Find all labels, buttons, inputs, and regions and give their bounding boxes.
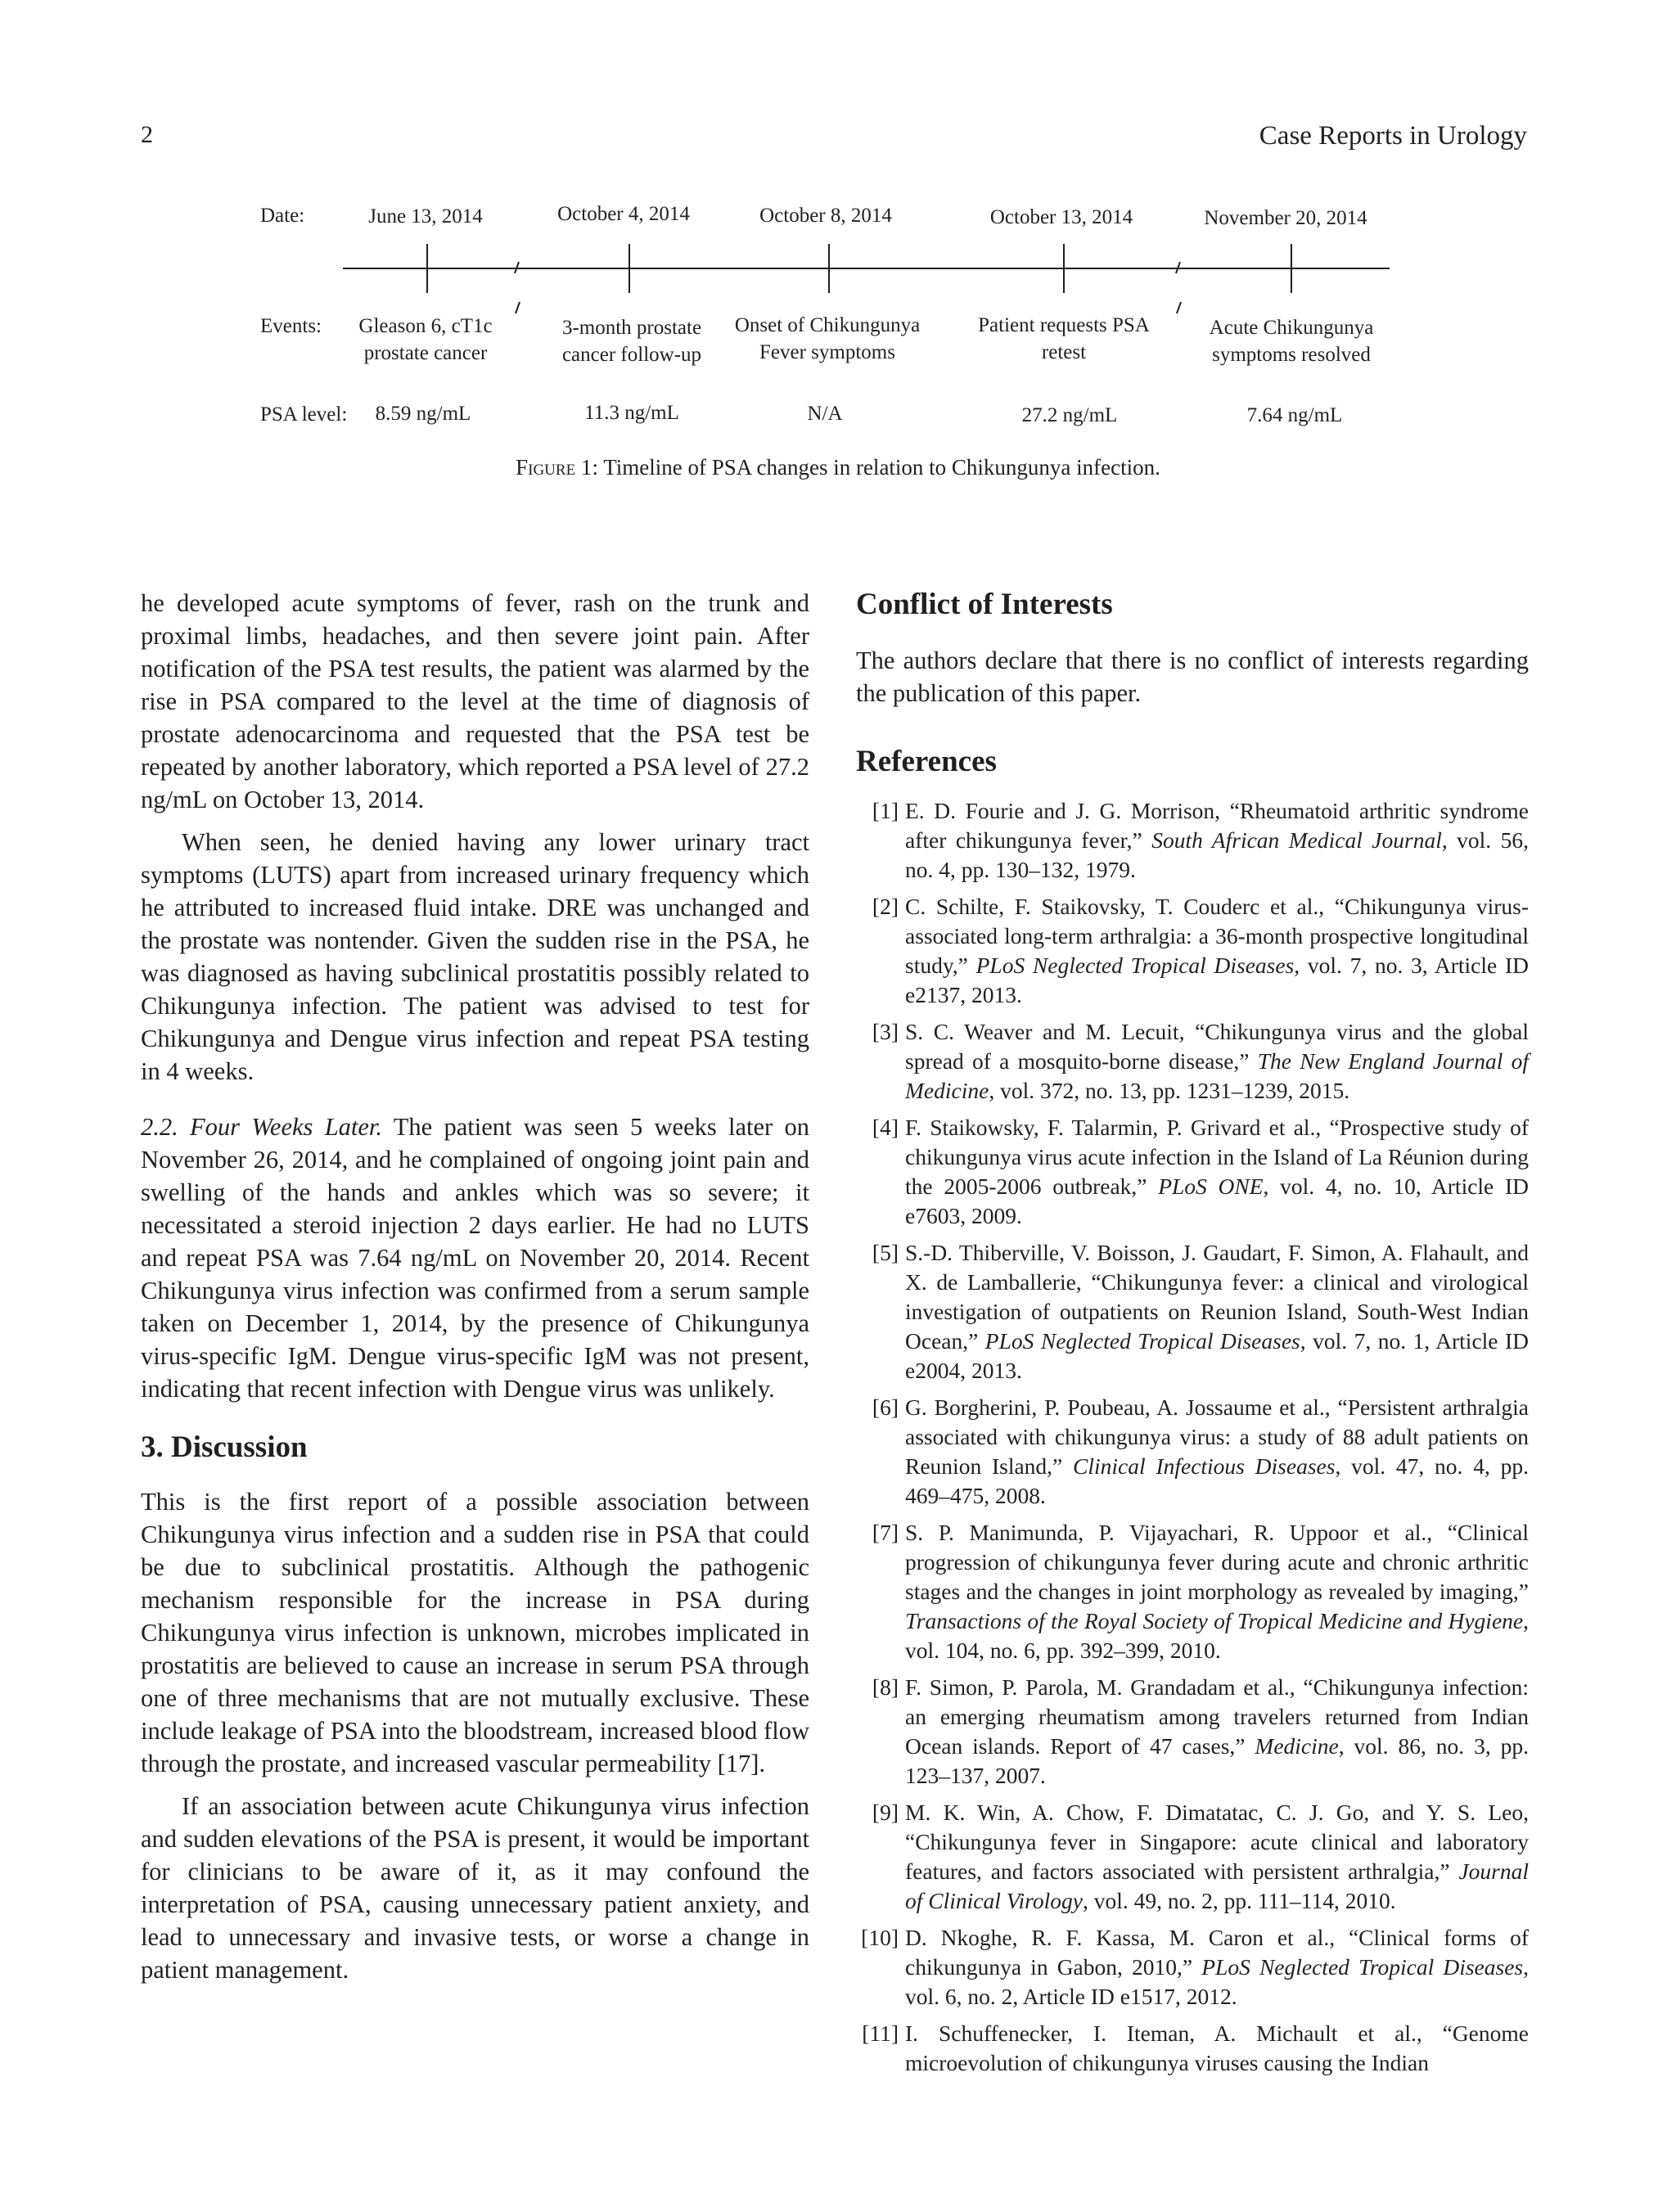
event-line: Onset of Chikungunya xyxy=(734,314,921,336)
timeline-date: October 8, 2014 xyxy=(759,205,892,227)
reference-details: , vol. 372, no. 13, pp. 1231–1239, 2015. xyxy=(989,1078,1350,1103)
event-line: cancer follow-up xyxy=(561,344,702,366)
reference-number: [1] xyxy=(872,798,899,823)
left-column xyxy=(141,587,809,1986)
reference-item xyxy=(856,1238,1529,1385)
reference-journal: Journal of Clinical Virology xyxy=(905,1858,1529,1913)
body-paragraph: This is the first report of a possible association between Chikungunya virus infection and a sudden rise in PSA that could be due to subclinical prostatitis. Although the pathogenic mechanism responsible for the increase in PSA during Chikungunya virus infection is unknown, microbes implicated in prostatitis are believed to cause an increase in serum PSA through one of three mechanisms that are not mutually exclusive. These include leakage of PSA into the bloodstream, increased blood flow through the prostate, and increased vascular permeability [17]. xyxy=(141,1488,809,1777)
reference-journal: The New England Journal of Medicine xyxy=(905,1048,1529,1103)
section-heading: 3. Discussion xyxy=(141,1430,308,1464)
reference-item xyxy=(856,2019,1529,2078)
reference-text: F. Simon, P. Parola, M. Grandadam et al., “Chikungunya infection: an emerging rheumatism among travelers returned from Indian Ocean islands. Report of 47 cases,” xyxy=(905,1674,1529,1759)
event-line: Acute Chikungunya xyxy=(1209,317,1374,339)
timeline-psa: 11.3 ng/mL xyxy=(584,402,679,424)
reference-details: , vol. 6, no. 2, Article ID e1517, 2012. xyxy=(905,1954,1529,2009)
reference-item xyxy=(856,1798,1529,1916)
timeline-event xyxy=(358,313,492,367)
timeline-date: November 20, 2014 xyxy=(1204,207,1367,229)
reference-text: G. Borgherini, P. Poubeau, A. Jossaume et al., “Persistent arthralgia associated with chikungunya virus: a study of 88 adult patients on Reunion Island,” xyxy=(905,1394,1529,1479)
reference-item xyxy=(856,1923,1529,2012)
reference-item xyxy=(856,1113,1529,1231)
body-paragraph: When seen, he denied having any lower urinary tract symptoms (LUTS) apart from increased urinary frequency which he attributed to increased fluid intake. DRE was unchanged and the prostate was nontender. Given the sudden rise in the PSA, he was diagnosed as having subclinical prostatitis possibly related to Chikungunya infection. The patient was advised to test for Chikungunya and Dengue virus infection and repeat PSA testing in 4 weeks. xyxy=(141,828,809,1085)
subsection-paragraph xyxy=(141,1111,809,1405)
figure-caption-text: : Timeline of PSA changes in relation to Chikungunya infection. xyxy=(592,455,1160,480)
reference-text: D. Nkoghe, R. F. Kassa, M. Caron et al., “Clinical forms of chikungunya in Gabon, 2010,” xyxy=(905,1925,1529,1980)
reference-item xyxy=(856,1673,1529,1791)
section-heading: References xyxy=(856,745,997,778)
event-line: retest xyxy=(1041,341,1087,363)
reference-journal: Clinical Infectious Diseases xyxy=(1073,1453,1336,1479)
reference-details: , vol. 7, no. 1, Article ID e2004, 2013. xyxy=(905,1328,1529,1383)
events-row-label: Events: xyxy=(260,315,322,337)
body-paragraph: he developed acute symptoms of fever, rash on the trunk and proximal limbs, headaches, and then severe joint pain. After notification of the PSA test results, the patient was alarmed by the rise in PSA compared to the level at the time of diagnosis of prostate adenocarcinoma and requested that the PSA test be repeated by another laboratory, which reported a PSA level of 27.2 ng/mL on October 13, 2014. xyxy=(141,589,809,813)
psa-row-label: PSA level: xyxy=(260,403,348,426)
event-line: Patient requests PSA xyxy=(978,314,1150,336)
reference-details: , vol. 4, no. 10, Article ID e7603, 2009. xyxy=(905,1174,1530,1228)
figure-caption-label: Figure 1 xyxy=(516,455,592,480)
timeline-psa: 8.59 ng/mL xyxy=(375,403,471,425)
timeline-event xyxy=(562,314,701,368)
reference-details: , vol. 104, no. 6, pp. 392–399, 2010. xyxy=(905,1608,1529,1663)
reference-text: C. Schilte, F. Staikovsky, T. Couderc et al., “Chikungunya virus-associated long-term arthralgia: a 36-month prospective longitudinal study,” xyxy=(905,894,1529,978)
journal-title: Case Reports in Urology xyxy=(1259,121,1527,151)
reference-text: M. K. Win, A. Chow, F. Dimatatac, C. J. Go, and Y. S. Leo, “Chikungunya fever in Singapore: acute clinical and laboratory features, and factors associated with persistent arthralgia,” xyxy=(905,1800,1529,1884)
reference-number: [9] xyxy=(872,1800,899,1825)
figure-caption xyxy=(0,455,1676,480)
date-row-label: Date: xyxy=(260,205,305,227)
reference-number: [3] xyxy=(872,1019,899,1044)
page-number: 2 xyxy=(141,121,153,148)
reference-details: , vol. 86, no. 3, pp. 123–137, 2007. xyxy=(905,1733,1529,1788)
subsection-text: The patient was seen 5 weeks later on November 26, 2014, and he complained of ongoing joint pain and swelling of the hands and ankles which was so severe; it necessitated a steroid injection 2 days earlier. He had no LUTS and repeat PSA was 7.64 ng/mL on November 20, 2014. Recent Chikungunya virus infection was confirmed from a serum sample taken on December 1, 2014, by the presence of Chikungunya virus-specific IgM. Dengue virus-specific IgM was not present, indicating that recent infection with Dengue virus was unlikely. xyxy=(141,1113,809,1403)
figure-timeline xyxy=(0,0,1676,507)
event-line: Fever symptoms xyxy=(759,341,895,363)
reference-number: [10] xyxy=(861,1925,899,1950)
timeline-date: June 13, 2014 xyxy=(368,205,483,228)
reference-text: E. D. Fourie and J. G. Morrison, “Rheumatoid arthritic syndrome after chikungunya fever,” xyxy=(905,798,1529,853)
reference-journal: PLoS Neglected Tropical Diseases xyxy=(975,953,1295,978)
reference-details: , vol. 56, no. 4, pp. 130–132, 1979. xyxy=(905,827,1529,882)
event-line: 3-month prostate xyxy=(561,317,702,339)
timeline-event xyxy=(1210,314,1374,368)
reference-number: [4] xyxy=(872,1115,899,1140)
timeline-date: October 13, 2014 xyxy=(989,206,1133,228)
reference-journal: PLoS Neglected Tropical Diseases xyxy=(1201,1954,1524,1980)
reference-number: [7] xyxy=(872,1520,899,1545)
reference-details: , vol. 47, no. 4, pp. 469–475, 2008. xyxy=(905,1453,1529,1508)
timeline-event xyxy=(978,312,1150,366)
section-heading: Conflict of Interests xyxy=(856,588,1113,621)
timeline-event xyxy=(735,312,920,366)
reference-text: S. P. Manimunda, P. Vijayachari, R. Uppoor et al., “Clinical progression of chikungunya fever during acute and chronic arthritic stages and the changes in joint morphology as revealed by imaging,” xyxy=(905,1520,1529,1604)
reference-number: [2] xyxy=(872,894,899,919)
reference-item xyxy=(856,1518,1529,1665)
timeline-psa: 27.2 ng/mL xyxy=(1021,404,1118,426)
reference-details: , vol. 49, no. 2, pp. 111–114, 2010. xyxy=(1082,1888,1396,1913)
subsection-title: 2.2. Four Weeks Later. xyxy=(141,1113,383,1141)
reference-number: [8] xyxy=(872,1674,899,1700)
body-paragraph: The authors declare that there is no conflict of interests regarding the publication of this paper. xyxy=(856,646,1529,707)
reference-details: , vol. 7, no. 3, Article ID e2137, 2013. xyxy=(905,953,1529,1007)
reference-number: [11] xyxy=(862,2021,899,2046)
reference-journal: PLoS ONE xyxy=(1158,1174,1264,1199)
reference-text: F. Staikowsky, F. Talarmin, P. Grivard et al., “Prospective study of chikungunya virus acute infection in the Island of La Réunion during the 2005-2006 outbreak,” xyxy=(905,1115,1529,1199)
timeline-date: October 4, 2014 xyxy=(557,203,690,225)
reference-item xyxy=(856,892,1529,1010)
event-line: Gleason 6, cT1c xyxy=(358,315,493,337)
reference-journal: Transactions of the Royal Society of Tropical Medicine and Hygiene xyxy=(905,1608,1524,1633)
reference-item xyxy=(856,1393,1529,1511)
timeline-psa: N/A xyxy=(807,403,843,425)
reference-text: I. Schuffenecker, I. Iteman, A. Michault et al., “Genome microevolution of chikungunya viruses causing the Indian xyxy=(905,2021,1529,2075)
reference-number: [5] xyxy=(872,1240,899,1265)
right-column xyxy=(856,587,1529,2085)
reference-journal: Medicine xyxy=(1255,1733,1339,1759)
timeline-axis xyxy=(0,0,1676,507)
reference-item xyxy=(856,1017,1529,1106)
reference-text: S. C. Weaver and M. Lecuit, “Chikungunya virus and the global spread of a mosquito-borne disease,” xyxy=(905,1019,1529,1074)
event-line: symptoms resolved xyxy=(1212,344,1371,366)
reference-list xyxy=(856,796,1529,2078)
reference-number: [6] xyxy=(872,1394,899,1420)
timeline-psa: 7.64 ng/mL xyxy=(1246,404,1343,426)
reference-journal: PLoS Neglected Tropical Diseases xyxy=(984,1328,1300,1354)
reference-item xyxy=(856,796,1529,885)
event-line: prostate cancer xyxy=(363,342,488,364)
reference-text: S.-D. Thiberville, V. Boisson, J. Gaudart, F. Simon, A. Flahault, and X. de Lamballerie, “Chikungunya fever: a clinical and virological investigation of outpatients on Reunion Island, South-West Indian Ocean,” xyxy=(905,1240,1529,1354)
reference-journal: South African Medical Journal xyxy=(1151,827,1442,853)
body-paragraph: If an association between acute Chikungunya virus infection and sudden elevations of the PSA is present, it would be important for clinicians to be aware of it, as it may confound the interpretation of PSA, causing unnecessary patient anxiety, and lead to unnecessary and invasive tests, or worse a change in patient management. xyxy=(141,1792,809,1984)
